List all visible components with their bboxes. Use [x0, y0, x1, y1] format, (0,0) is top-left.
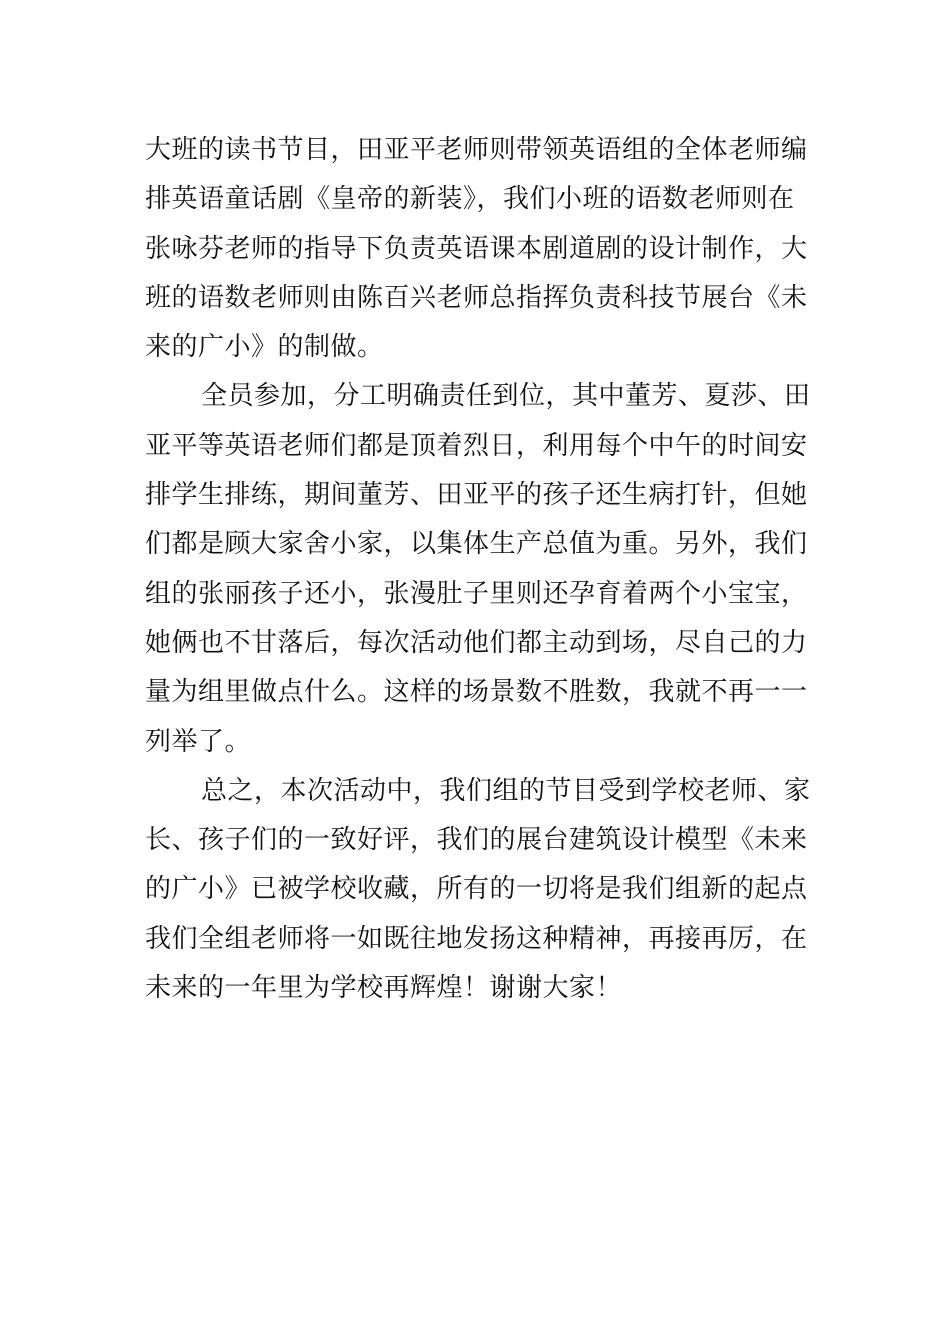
- paragraph-3: [145, 767, 810, 1013]
- text-line: 全员参加，分工明确责任到位，其中董芳、夏莎、田: [201, 381, 811, 412]
- text-line: 来的广小》的制做。: [145, 332, 384, 363]
- text-line: 我们全组老师将一如既往地发扬这种精神，再接再厉，在: [145, 923, 808, 954]
- text-line: 量为组里做点什么。这样的场景数不胜数，我就不再一一: [145, 677, 808, 708]
- text-line: 张咏芬老师的指导下负责英语课本剧道剧的设计制作，大: [145, 233, 808, 264]
- text-line: 排英语童话剧《皇帝的新装》，我们小班的语数老师则在: [145, 184, 795, 215]
- text-line: 排学生排练，期间董芳、田亚平的孩子还生病打针，但她: [145, 480, 808, 511]
- text-line: 组的张丽孩子还小，张漫肚子里则还孕育着两个小宝宝，: [145, 578, 808, 609]
- paragraph-1: [145, 126, 810, 372]
- text-line: 亚平等英语老师们都是顶着烈日，利用每个中午的时间安: [145, 430, 808, 461]
- text-line: 总之，本次活动中，我们组的节目受到学校老师、家: [201, 775, 811, 806]
- text-line: 长、孩子们的一致好评，我们的展台建筑设计模型《未来: [145, 825, 808, 856]
- text-line: 她俩也不甘落后，每次活动他们都主动到场，尽自己的力: [145, 627, 808, 658]
- text-line: 班的语数老师则由陈百兴老师总指挥负责科技节展台《未: [145, 282, 808, 313]
- text-line: 大班的读书节目，田亚平老师则带领英语组的全体老师编: [145, 135, 808, 165]
- text-line: 们都是顾大家舍小家，以集体生产总值为重。另外，我们: [145, 529, 808, 560]
- body-text: [145, 126, 810, 1013]
- text-line: 列举了。: [145, 726, 252, 757]
- text-line: 未来的一年里为学校再辉煌！谢谢大家！: [145, 973, 623, 1004]
- paragraph-2: [145, 372, 810, 766]
- text-line: 的广小》已被学校收藏，所有的一切将是我们组新的起点: [145, 874, 808, 905]
